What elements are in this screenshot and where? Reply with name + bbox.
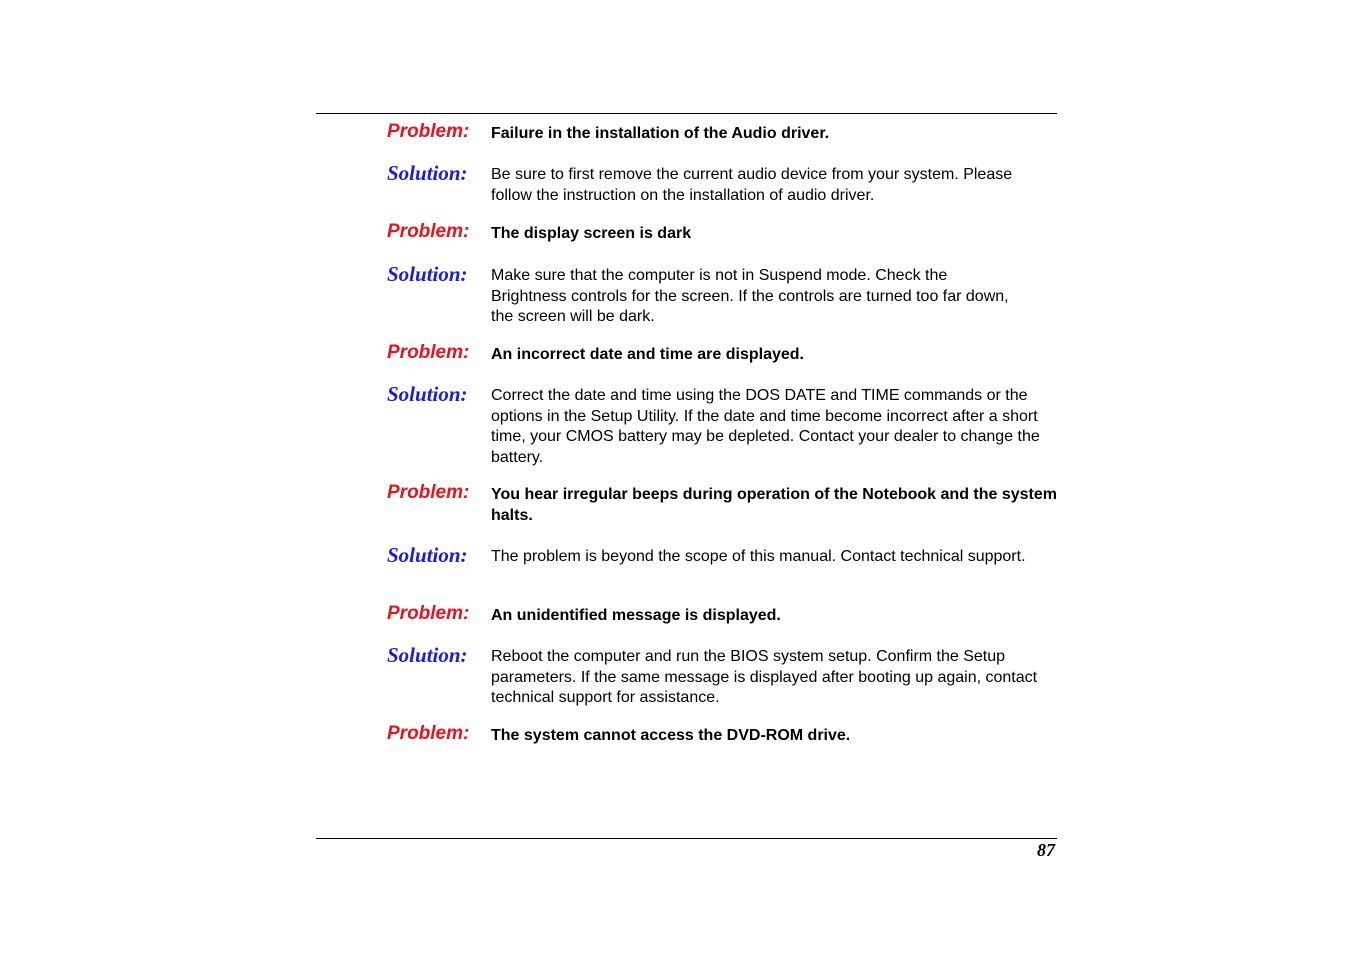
problem-text: An incorrect date and time are displayed.	[491, 346, 804, 363]
problem-text: Failure in the installation of the Audio driver.	[491, 125, 830, 142]
header-rule	[316, 113, 1057, 114]
problem-text: The display screen is dark	[491, 225, 692, 242]
problem-label: Problem:	[387, 342, 470, 363]
problem-label: Problem:	[387, 482, 470, 503]
solution-label: Solution:	[387, 382, 468, 406]
solution-label: Solution:	[387, 543, 468, 567]
solution-text: Make sure that the computer is not in Suspend mode. Check the Brightness controls for the screen. If the controls are turned too far down, the screen will be dark.	[491, 267, 1009, 325]
problem-text: An unidentified message is displayed.	[491, 607, 781, 624]
problem-label: Problem:	[387, 603, 470, 624]
problem-label: Problem:	[387, 121, 470, 142]
solution-label: Solution:	[387, 161, 468, 185]
solution-text: Correct the date and time using the DOS DATE and TIME commands or the options in the Setup Utility. If the date and time become incorrect after a short time, your CMOS battery may be depleted. Contact your dealer to change the battery.	[491, 387, 1040, 466]
problem-label: Problem:	[387, 221, 470, 242]
page-number: 87	[1037, 840, 1055, 860]
problem-text: You hear irregular beeps during operation of the Notebook and the system halts.	[491, 486, 1058, 524]
problem-label: Problem:	[387, 723, 470, 744]
solution-label: Solution:	[387, 643, 468, 667]
problem-text: The system cannot access the DVD-ROM drive.	[491, 727, 851, 744]
solution-text: Reboot the computer and run the BIOS system setup. Confirm the Setup parameters. If the same message is displayed after booting up again, contact technical support for assistance.	[491, 648, 1038, 706]
solution-label: Solution:	[387, 262, 468, 286]
solution-text: The problem is beyond the scope of this manual. Contact technical support.	[491, 548, 1026, 565]
footer-rule	[316, 838, 1057, 839]
solution-text: Be sure to first remove the current audio device from your system. Please follow the instruction on the installation of audio driver.	[491, 166, 1013, 204]
